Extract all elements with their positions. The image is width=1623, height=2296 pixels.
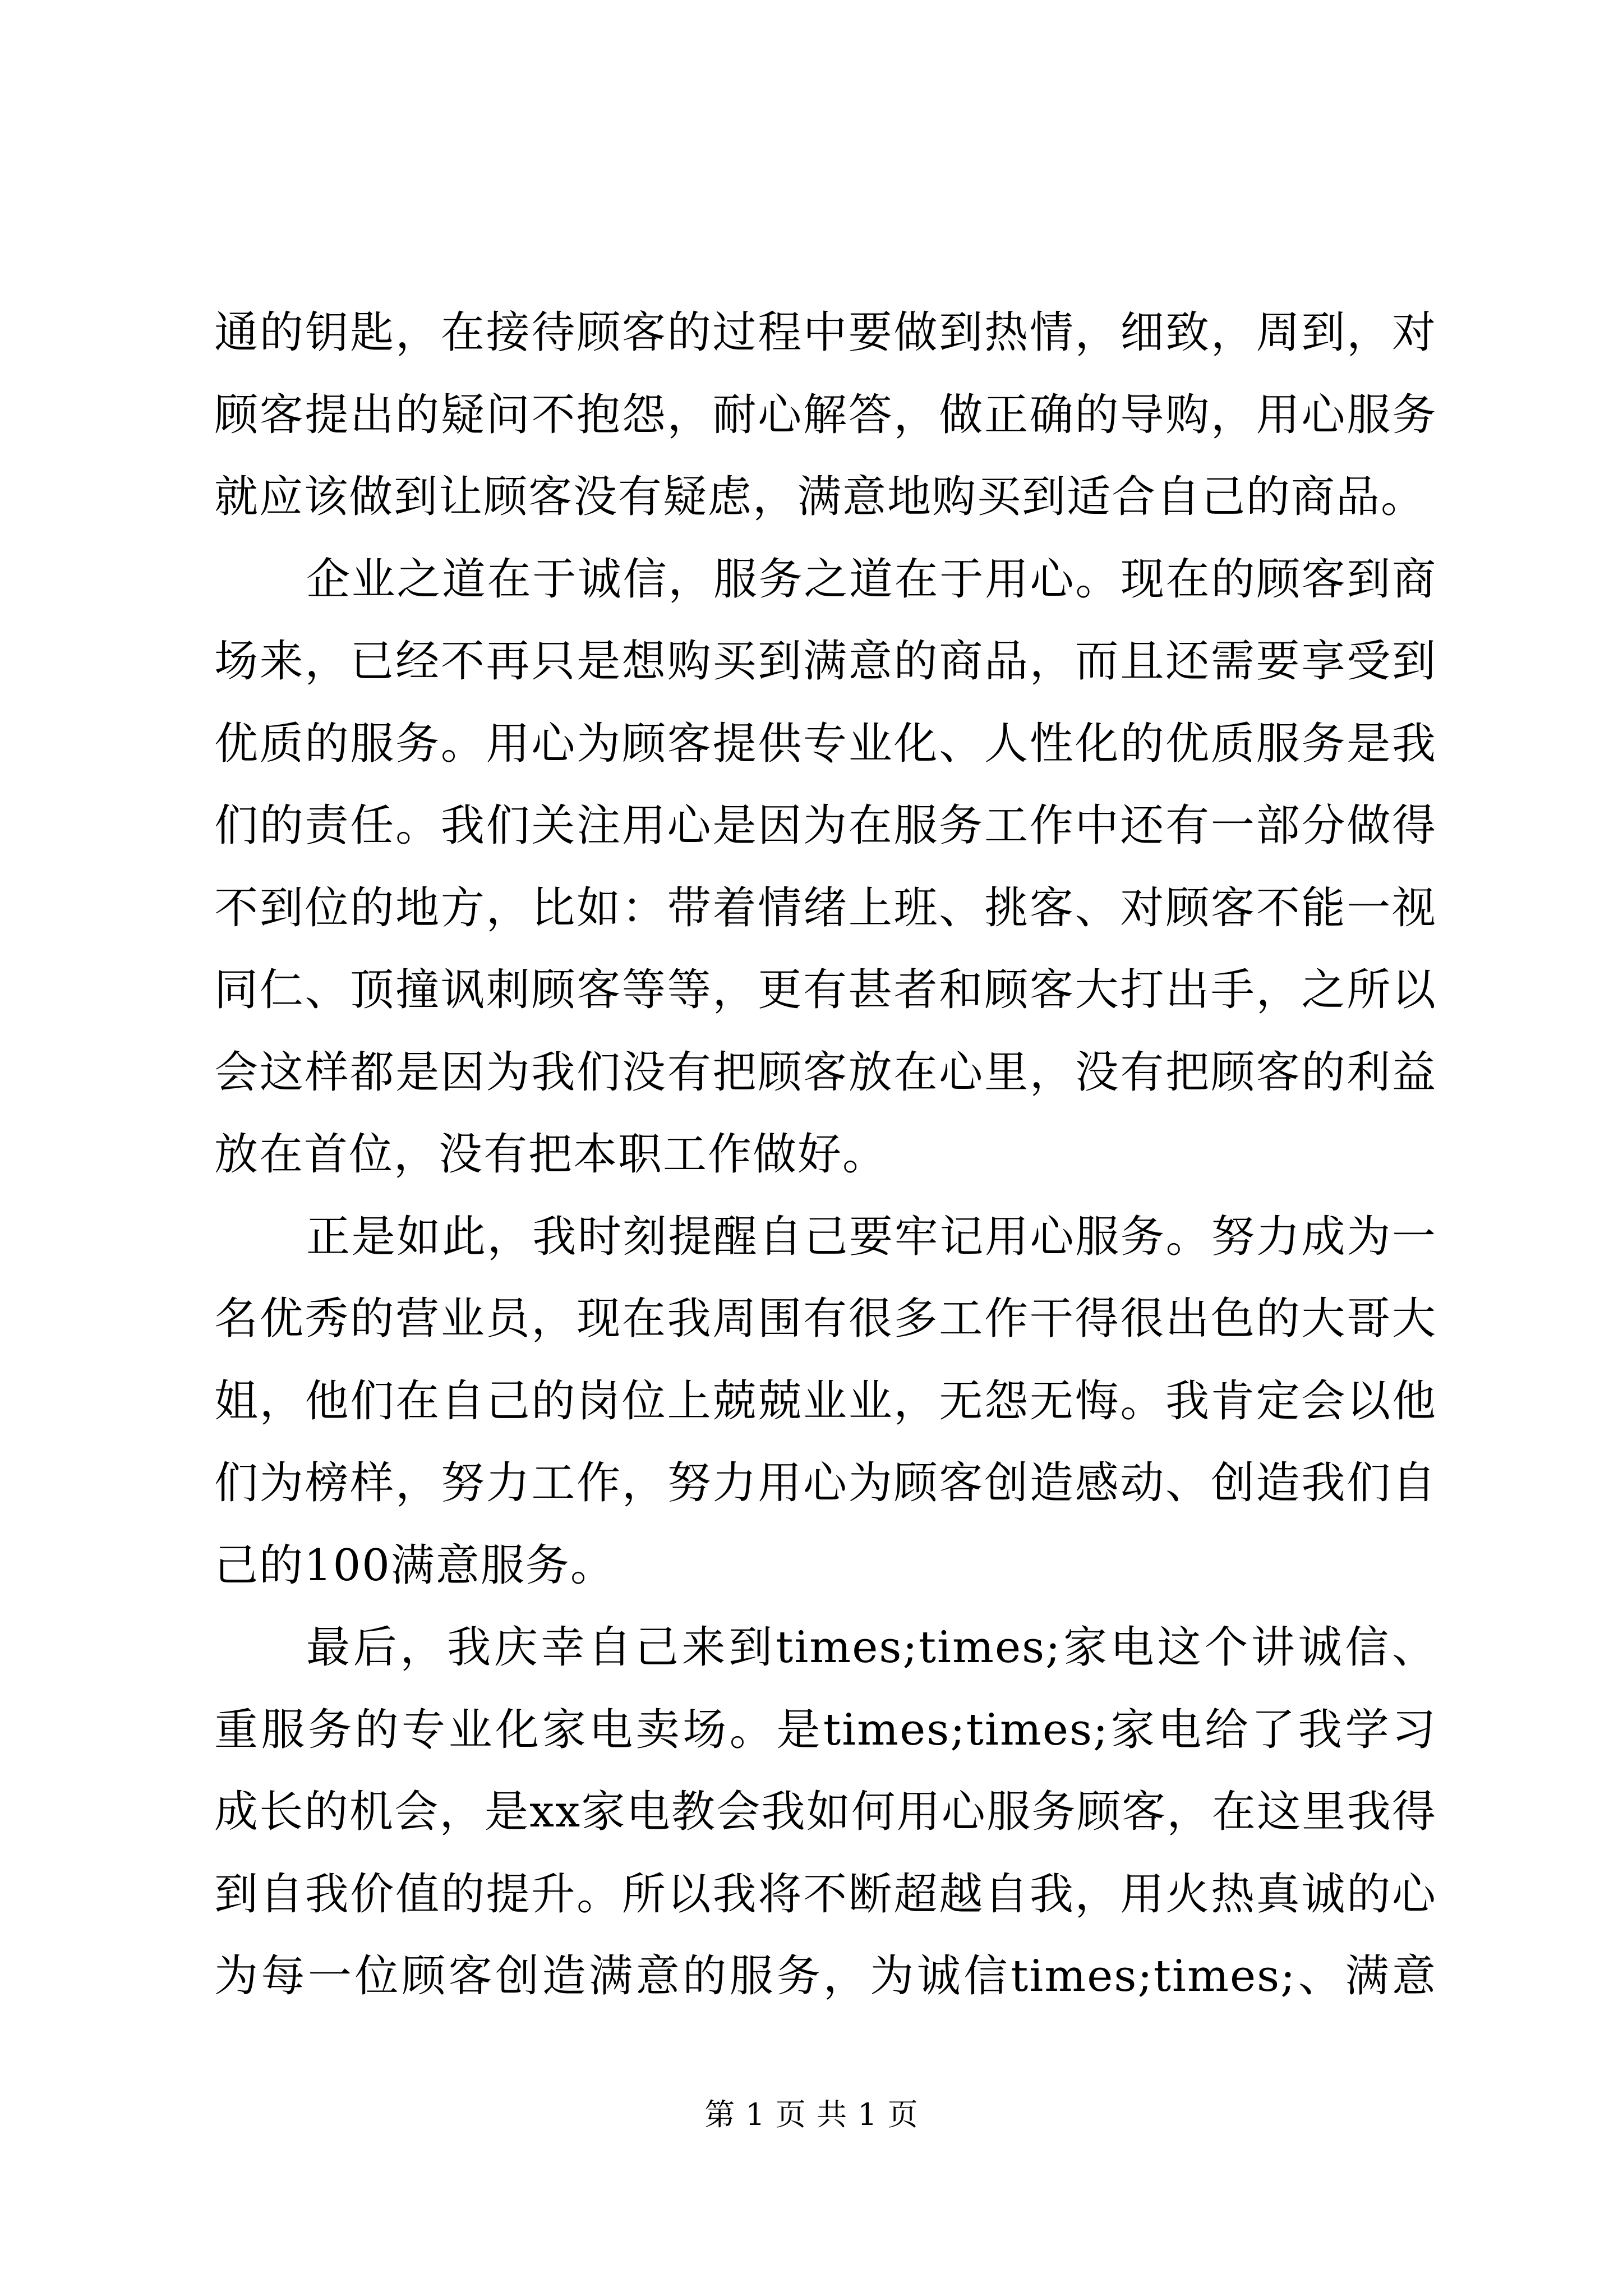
paragraph-4: 最后，我庆幸自己来到times;times;家电这个讲诚信、重服务的专业化家电卖场。是times;times;家电给了我学习成长的机会，是xx家电教会我如何用心服务顾客，在这里我得到自我价值的提升。所以我将不断超越自我，用火热真诚的心为每一位顾客创造满意的服务，为诚信times;times;、满意: [214, 1622, 1437, 2001]
paragraph-2: 企业之道在于诚信，服务之道在于用心。现在的顾客到商场来，已经不再只是想购买到满意的商品，而且还需要享受到优质的服务。用心为顾客提供专业化、人性化的优质服务是我们的责任。我们关注用心是因为在服务工作中还有一部分做得不到位的地方，比如：带着情绪上班、挑客、对顾客不能一视同仁、顶撞讽刺顾客等等，更有甚者和顾客大打出手，之所以会这样都是因为我们没有把顾客放在心里，没有把顾客的利益放在首位，没有把本职工作做好。: [214, 554, 1437, 1180]
body-text: [214, 292, 1437, 2018]
page-footer: 第 1 页 共 1 页: [704, 2097, 919, 2132]
paragraph-1: 通的钥匙，在接待顾客的过程中要做到热情，细致，周到，对顾客提出的疑问不抱怨，耐心解答，做正确的导购，用心服务就应该做到让顾客没有疑虑，满意地购买到适合自己的商品。: [214, 307, 1437, 522]
paragraph-3: 正是如此，我时刻提醒自己要牢记用心服务。努力成为一名优秀的营业员，现在我周围有很多工作干得很出色的大哥大姐，他们在自己的岗位上兢兢业业，无怨无悔。我肯定会以他们为榜样，努力工作，努力用心为顾客创造感动、创造我们自己的100满意服务。: [214, 1211, 1437, 1591]
